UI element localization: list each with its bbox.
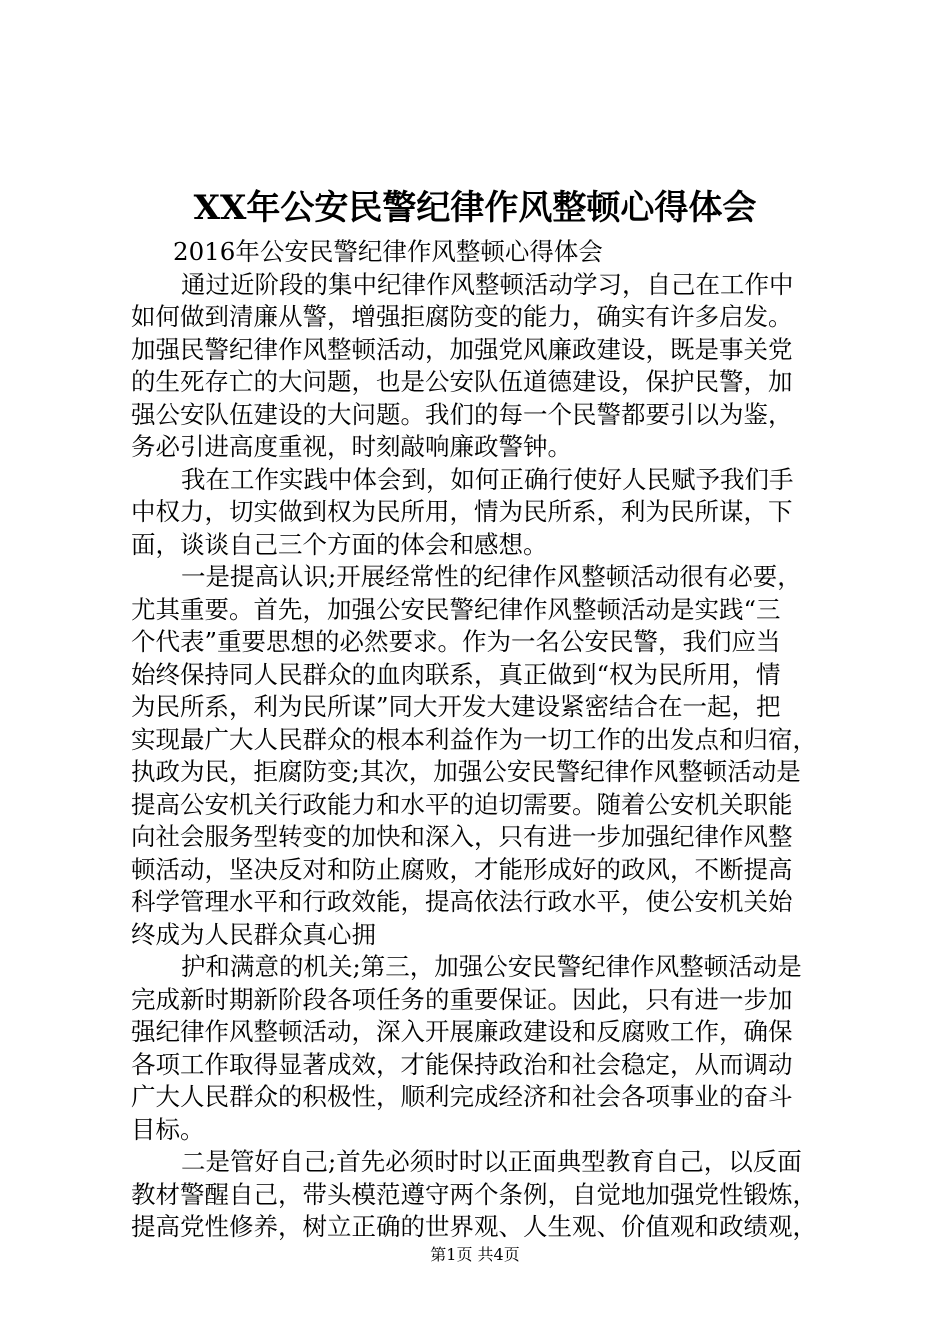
text-line: 中权力，切实做到权为民所用，情为民所系，利为民所谋，下 [131, 497, 793, 526]
text-line: 实现最广大人民群众的根本利益作为一切工作的出发点和归宿， [131, 724, 817, 754]
text-line: 面，谈谈自己三个方面的体会和感想。 [131, 529, 548, 559]
text-line: 各项工作取得显著成效，才能保持政治和社会稳定，从而调动 [131, 1049, 793, 1079]
text-line: 个代表”重要思想的必然要求。作为一名公安民警，我们应当 [131, 627, 781, 656]
text-line: 的生死存亡的大问题，也是公安队伍道德建设，保护民警，加 [131, 367, 793, 396]
text-line: 二是管好自己;首先必须时时以正面典型教育自己，以反面 [181, 1147, 802, 1176]
text-line: 通过近阶段的集中纪律作风整顿活动学习，自己在工作中 [181, 269, 794, 299]
document-title: XX年公安民警纪律作风整顿心得体会 [193, 188, 757, 228]
page-footer: 第1页 共4页 [430, 1245, 520, 1264]
text-line: 护和满意的机关;第三，加强公安民警纪律作风整顿活动是 [181, 952, 802, 981]
text-line: 强公安队伍建设的大问题。我们的每一个民警都要引以为鉴， [131, 399, 793, 429]
text-line: 强纪律作风整顿活动，深入开展廉政建设和反腐败工作，确保 [131, 1017, 793, 1046]
text-line: 我在工作实践中体会到，如何正确行使好人民赋予我们手 [181, 464, 794, 494]
text-line: 目标。 [131, 1114, 205, 1144]
text-line: 提高公安机关行政能力和水平的迫切需要。随着公安机关职能 [131, 789, 793, 819]
text-line: 向社会服务型转变的加快和深入，只有进一步加强纪律作风整 [131, 822, 793, 851]
text-line: 广大人民群众的积极性，顺利完成经济和社会各项事业的奋斗 [131, 1082, 793, 1111]
text-line: 科学管理水平和行政效能，提高依法行政水平，使公安机关始 [131, 887, 793, 916]
text-line: 提高党性修养，树立正确的世界观、人生观、价值观和政绩观， [131, 1212, 817, 1241]
text-line: 终成为人民群众真心拥 [131, 919, 376, 949]
document-body [131, 236, 833, 1244]
text-line: 顿活动，坚决反对和防止腐败，才能形成好的政风，不断提高 [131, 854, 793, 884]
subtitle-line: 2016年公安民警纪律作风整顿心得体会 [173, 237, 603, 266]
text-line: 一是提高认识;开展经常性的纪律作风整顿活动很有必要， [181, 562, 802, 591]
text-line: 尤其重要。首先，加强公安民警纪律作风整顿活动是实践“三 [131, 594, 781, 624]
text-line: 如何做到清廉从警，增强拒腐防变的能力，确实有许多启发。 [131, 302, 793, 331]
text-line: 执政为民，拒腐防变;其次，加强公安民警纪律作风整顿活动是 [131, 757, 801, 786]
text-line: 加强民警纪律作风整顿活动，加强党风廉政建设，既是事关党 [131, 334, 793, 364]
text-line: 始终保持同人民群众的血肉联系，真正做到“权为民所用，情 [131, 659, 781, 689]
text-line: 教材警醒自己，带头模范遵守两个条例，自觉地加强党性锻炼， [131, 1179, 817, 1209]
text-line: 务必引进高度重视，时刻敲响廉政警钟。 [131, 432, 572, 461]
text-line: 为民所系，利为民所谋”同大开发大建设紧密结合在一起，把 [131, 692, 781, 721]
text-line: 完成新时期新阶段各项任务的重要保证。因此，只有进一步加 [131, 984, 793, 1014]
